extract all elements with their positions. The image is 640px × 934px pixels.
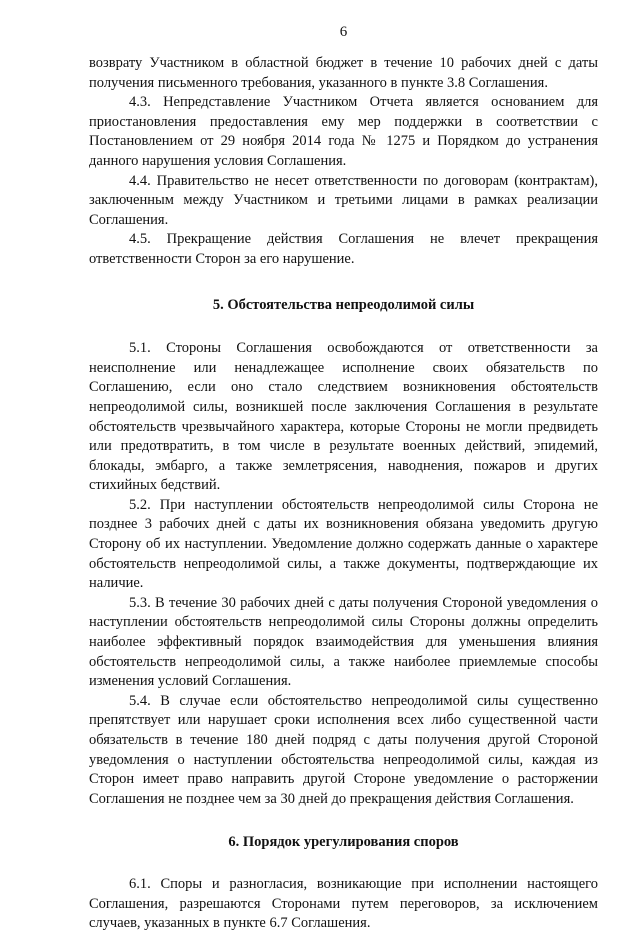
paragraph-5-1: 5.1. Стороны Соглашения освобождаются от ответственности за неисполнение или ненадлежащее исполнение своих обязательств по Соглашению, если оно стало следствием возникновения обстоятельств непреодолимой силы, возникшей после заключения Соглашения в результате обстоятельств чрезвычайного характера, которые Стороны не могли предвидеть или предотвратить, в том числе в результате военных действий, эпидемий, блокады, эмбарго, а также землетрясения, наводнения, пожаров и других стихийных бедствий. <box>89 340 598 494</box>
page-number: 6 <box>339 24 348 40</box>
paragraph-6-1: 6.1. Споры и разногласия, возникающие при исполнении настоящего Соглашения, разрешаются Сторонами путем переговоров, за исключением случаев, указанных в пункте 6.7 Соглашения. <box>89 875 598 932</box>
paragraph-continuation: возврату Участником в областной бюджет в течение 10 рабочих дней с даты получения письменного требования, указанного в пункте 3.8 Соглашения. <box>89 55 598 91</box>
paragraph-4-5: 4.5. Прекращение действия Соглашения не влечет прекращения ответственности Сторон за его нарушение. <box>89 231 598 267</box>
section-5-heading: 5. Обстоятельства непреодолимой силы <box>212 296 475 313</box>
section-6-heading: 6. Порядок урегулирования споров <box>228 834 459 851</box>
paragraph-4-3: 4.3. Непредставление Участником Отчета является основанием для приостановления предоставления ему мер поддержки в соответствии с Постановлением от 29 ноября 2014 года № 1275 и Порядком до устранения данного нарушения условия Соглашения. <box>89 94 598 169</box>
paragraph-4-4: 4.4. Правительство не несет ответственности по договорам (контрактам), заключенным между Участником и третьими лицами в рамках реализации Соглашения. <box>89 172 598 228</box>
paragraph-5-2: 5.2. При наступлении обстоятельств непреодолимой силы Сторона не позднее 3 рабочих дней с даты их возникновения обязана уведомить другую Сторону об их наступлении. Уведомление должно содержать данные о характере обстоятельств непреодолимой силы, а также документы, подтверждающие их наличие. <box>89 496 598 592</box>
paragraph-5-3: 5.3. В течение 30 рабочих дней с даты получения Стороной уведомления о наступлении обстоятельств непреодолимой силы Стороны должны определить наиболее эффективный порядок взаимодействия для уменьшения влияния обстоятельств непреодолимой силы, а также наиболее приемлемые способы изменения условий Соглашения. <box>89 594 598 690</box>
paragraph-5-4: 5.4. В случае если обстоятельство непреодолимой силы существенно препятствует или нарушает сроки исполнения всех либо существенной части обязательств в течение 180 дней подряд с даты получения другой Стороной уведомления о наступлении обстоятельства непреодолимой силы, каждая из Сторон имеет право направить другой Стороне уведомление о расторжении Соглашения не позднее чем за 30 дней до прекращения действия Соглашения. <box>89 692 598 807</box>
